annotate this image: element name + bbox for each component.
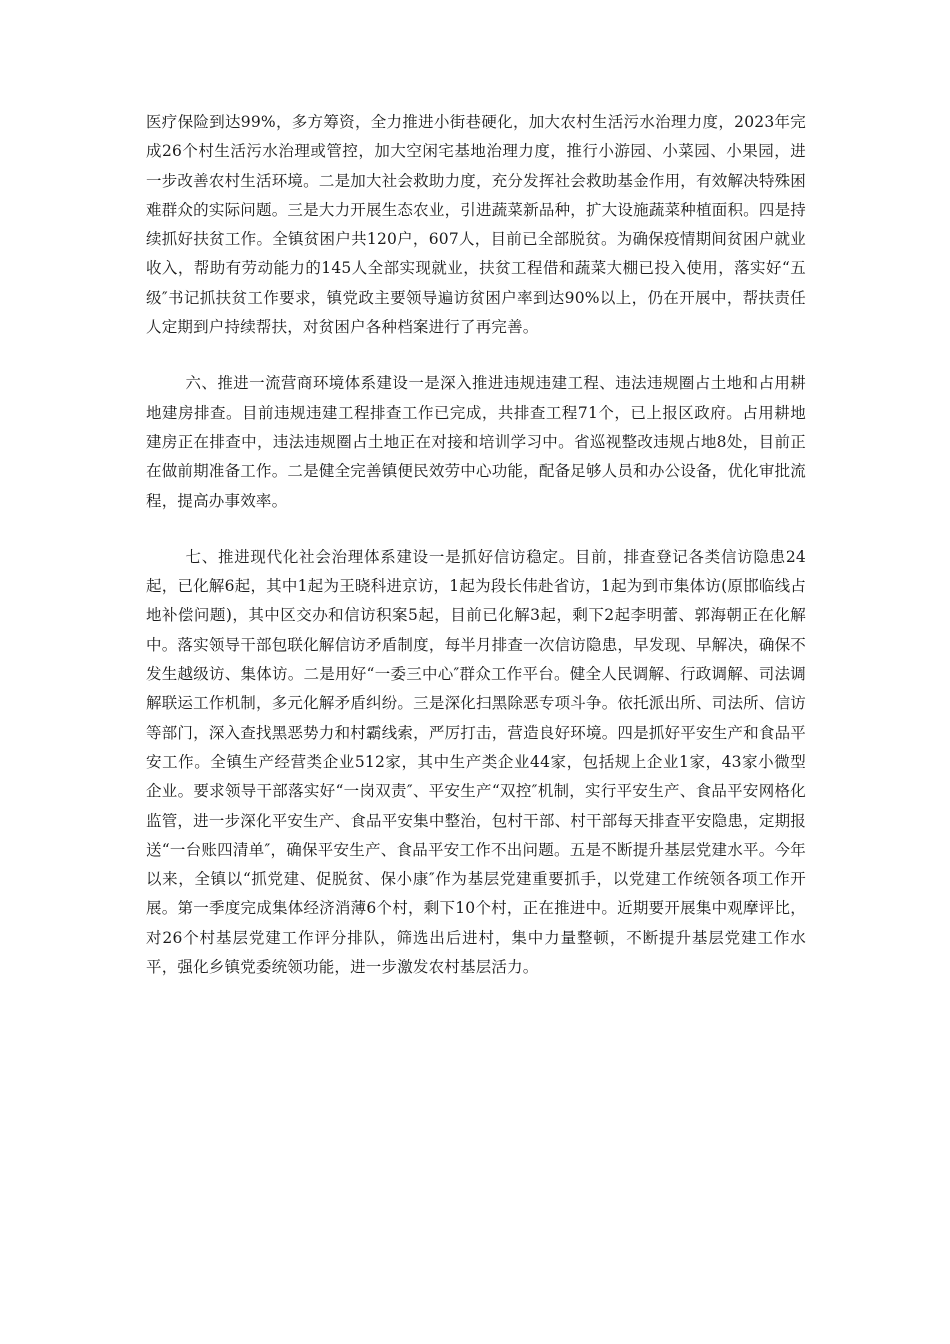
paragraph-continuation: 医疗保险到达99%，多方筹资，全力推进小街巷硬化，加大农村生活污水治理力度，2023年完成26个村生活污水治理或管控，加大空闲宅基地治理力度，推行小游园、小菜园、小果园，进一步改善农村生活环境。二是加大社会救助力度，充分发挥社会救助基金作用，有效解决特殊困难群众的实际问题。三是大力开展生态农业，引进蔬菜新品种，扩大设施蔬菜种植面积。四是持续抓好扶贫工作。全镇贫困户共120户，607人，目前已全部脱贫。为确保疫情期间贫困户就业收入，帮助有劳动能力的145人全部实现就业，扶贫工程借和蔬菜大棚已投入使用，落实好“五级″书记抓扶贫工作要求，镇党政主要领导遍访贫困户率到达90%以上，仍在开展中，帮扶责任人定期到户持续帮扶，对贫困户各种档案进行了再完善。 [146,113,806,337]
paragraph-section-six: 六、推进一流营商环境体系建设一是深入推进违规违建工程、违法违规圈占土地和占用耕地建房排查。目前违规违建工程排查工作已完成，共排查工程71个，已上报区政府。占用耕地建房正在排查中，违法违规圈占土地正在对接和培训学习中。省巡视整改违规占地8处，目前正在做前期准备工作。二是健全完善镇便民效劳中心功能，配备足够人员和办公设备，优化审批流程，提高办事效率。 [146,374,806,510]
paragraph-section-seven: 七、推进现代化社会治理体系建设一是抓好信访稳定。目前，排查登记各类信访隐患24起，已化解6起，其中1起为王晓科进京访，1起为段长伟赴省访，1起为到市集体访(原邯临线占地补偿问题)，其中区交办和信访积案5起，目前已化解3起，剩下2起李明蕾、郭海朝正在化解中。落实领导干部包联化解信访矛盾制度，每半月排查一次信访隐患，早发现、早解决，确保不发生越级访、集体访。二是用好“一委三中心″群众工作平台。健全人民调解、行政调解、司法调解联运工作机制，多元化解矛盾纠纷。三是深化扫黑除恶专项斗争。依托派出所、司法所、信访等部门，深入查找黑恶势力和村霸线索，严厉打击，营造良好环境。四是抓好平安生产和食品平安工作。全镇生产经营类企业512家，其中生产类企业44家，包括规上企业1家，43家小微型企业。要求领导干部落实好“一岗双责″、平安生产“双控″机制，实行平安生产、食品平安网格化监管，进一步深化平安生产、食品平安集中整治，包村干部、村干部每天排查平安隐患，定期报送“一台账四清单″，确保平安生产、食品平安工作不出问题。五是不断提升基层党建水平。今年以来，全镇以“抓党建、促脱贫、保小康″作为基层党建重要抓手，以党建工作统领各项工作开展。第一季度完成集体经济消薄6个村，剩下10个村，正在推进中。近期要开展集中观摩评比，对26个村基层党建工作评分排队，筛选出后进村，集中力量整顿，不断提升基层党建工作水平，强化乡镇党委统领功能，进一步激发农村基层活力。 [146,547,806,977]
document-page [146,108,806,982]
